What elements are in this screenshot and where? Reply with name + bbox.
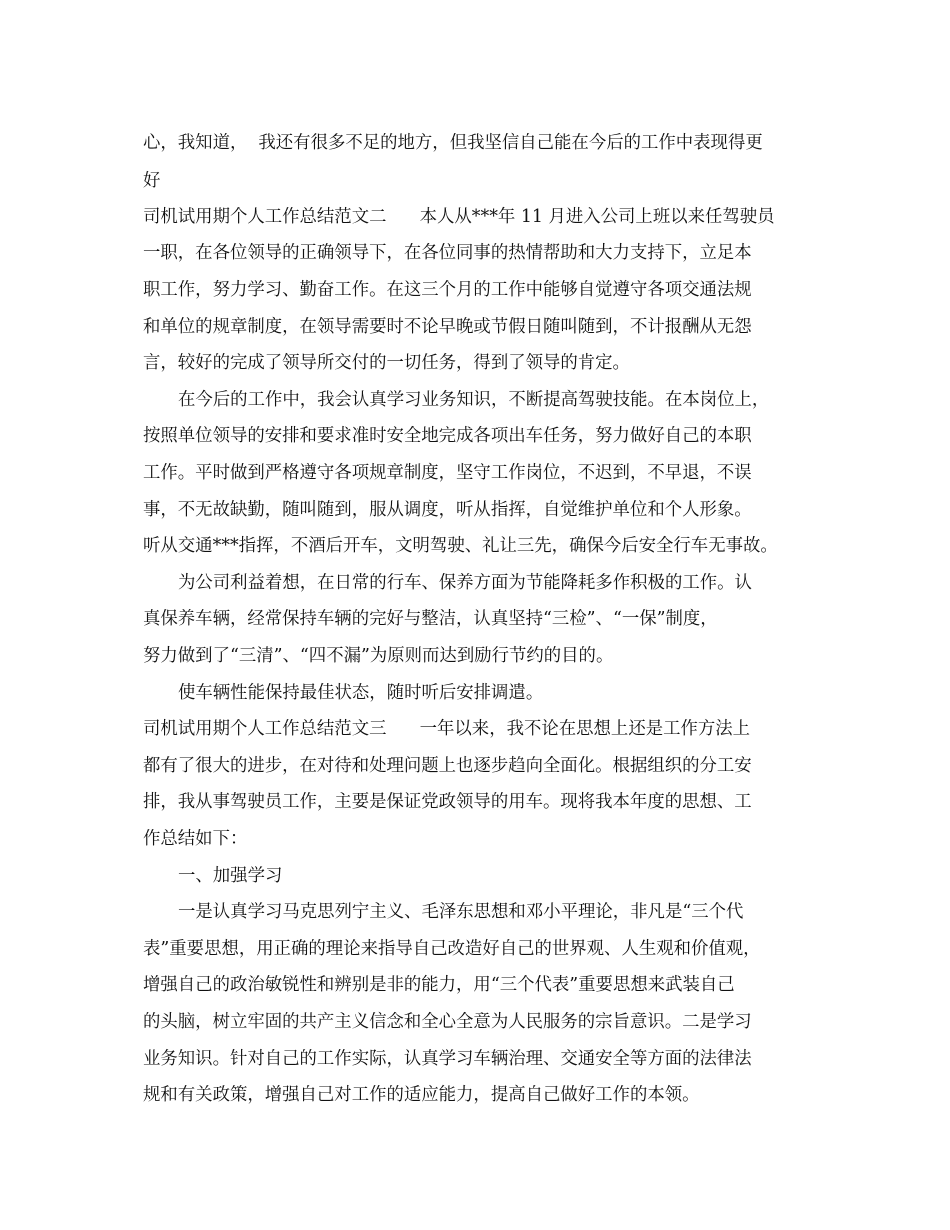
body-text-line: 职工作，努力学习、勤奋工作。在这三个月的工作中能够自觉遵守各项交通法规 (143, 280, 752, 300)
body-text-line: 努力做到了“三清”、“四不漏”为原则而达到励行节约的目的。 (143, 646, 614, 666)
body-text-line: 和单位的规章制度，在领导需要时不论早晚或节假日随叫随到，不计报酬从无怨 (143, 317, 752, 337)
paragraph-start-line: 在今后的工作中，我会认真学习业务知识，不断提高驾驶技能。在本岗位上， (178, 390, 770, 410)
body-text-line: 工作。平时做到严格遵守各项规章制度，坚守工作岗位，不迟到，不早退，不误 (143, 463, 752, 483)
body-text-line: 都有了很大的进步，在对待和处理问题上也逐步趋向全面化。根据组织的分工安 (143, 756, 752, 776)
section-heading-line: 司机试用期个人工作总结范文二 本人从***年 11 月进入公司上班以来任驾驶员 (143, 207, 775, 227)
body-text-line: 增强自己的政治敏锐性和辨别是非的能力，用“三个代表”重要思想来武装自己 (143, 975, 735, 995)
paragraph-start-line: 为公司利益着想，在日常的行车、保养方面为节能降耗多作积极的工作。认 (178, 573, 752, 593)
body-text-line: 表”重要思想，用正确的理论来指导自己改造好自己的世界观、人生观和价值观， (143, 939, 761, 959)
subheading-line: 一、加强学习 (178, 866, 283, 886)
body-text-line: 真保养车辆，经常保持车辆的完好与整洁，认真坚持“三检”、“一保”制度， (143, 609, 718, 629)
body-text-line: 一职，在各位领导的正确领导下，在各位同事的热情帮助和大力支持下，立足本 (143, 243, 752, 263)
body-text-line: 事，不无故缺勤，随叫随到，服从调度，听从指挥，自觉维护单位和个人形象。 (143, 500, 752, 520)
body-text-line: 言，较好的完成了领导所交付的一切任务，得到了领导的肯定。 (143, 353, 630, 373)
body-text-line: 好 (143, 171, 161, 191)
body-text-line: 按照单位领导的安排和要求准时安全地完成各项出车任务，努力做好自己的本职 (143, 426, 752, 446)
body-text-line: 作总结如下： (143, 829, 248, 849)
body-text-line: 的头脑，树立牢固的共产主义信念和全心全意为人民服务的宗旨意识。二是学习 (143, 1012, 752, 1032)
body-text-line: 心，我知道， 我还有很多不足的地方，但我坚信自己能在今后的工作中表现得更 (143, 133, 763, 153)
body-text-line: 排，我从事驾驶员工作，主要是保证党政领导的用车。现将我本年度的思想、工 (143, 792, 752, 812)
section-heading-line: 司机试用期个人工作总结范文三 一年以来，我不论在思想上还是工作方法上 (143, 719, 751, 739)
body-text-line: 规和有关政策，增强自己对工作的适应能力，提高自己做好工作的本领。 (143, 1085, 700, 1105)
body-text-line: 业务知识。针对自己的工作实际，认真学习车辆治理、交通安全等方面的法律法 (143, 1049, 752, 1069)
paragraph-start-line: 一是认真学习马克思列宁主义、毛泽东思想和邓小平理论，非凡是“三个代 (178, 902, 744, 922)
paragraph-start-line: 使车辆性能保持最佳状态，随时听后安排调遣。 (178, 683, 544, 703)
body-text-line: 听从交通***指挥，不酒后开车，文明驾驶、礼让三先，确保今后安全行车无事故。 (143, 536, 778, 556)
